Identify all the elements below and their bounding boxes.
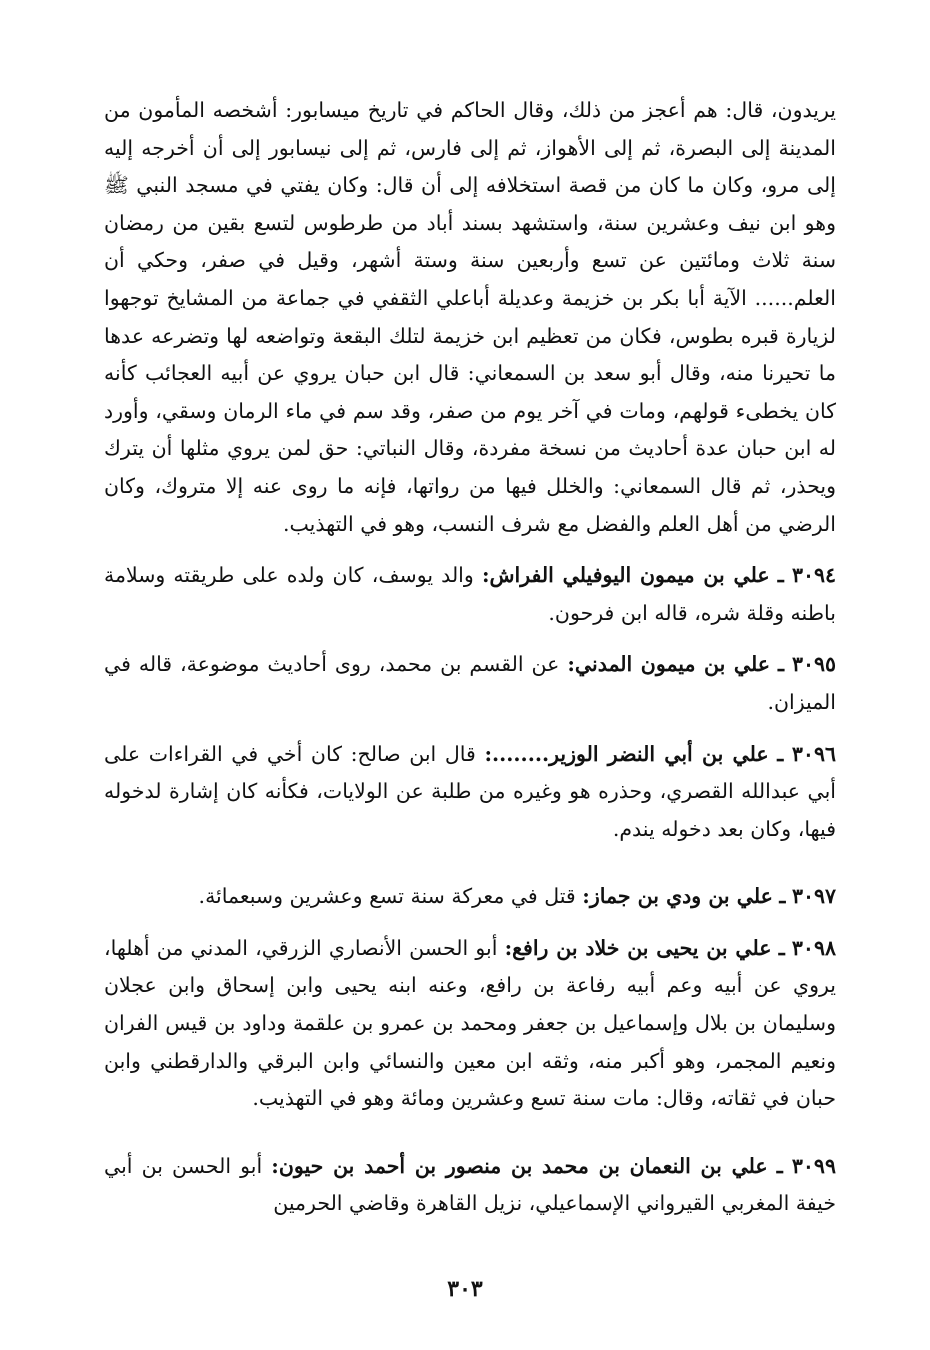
entry-number: ٣٠٩٨ (791, 935, 836, 960)
entry-text: والد يوسف، كان ولده على طريقته وسلامة باطنه وقلة شره، قاله ابن فرحون. (104, 563, 836, 625)
entry-name: علي بن يحيى بن خلاد بن رافع: (504, 935, 772, 960)
entry-number: ٣٠٩٤ (791, 563, 836, 588)
entry-number: ٣٠٩٧ (791, 884, 836, 909)
entry-text: أبو الحسن الأنصاري الزرقي، المدني من أهلها، يروي عن أبيه وعم أبيه رفاعة بن رافع، وعنه ابنه يحيى وابن إسحاق وابن عجلان وسليمان بن بلال وإسماعيل بن جعفر ومحمد بن عمرو بن علقمة وداود بن قيس الفران ونعيم المجمر، وهو أكبر منه، وثقه ابن معين والنسائي وابن البرقي والدارقطني وابن حبان في ثقاته، وقال: مات سنة تسع وعشرين ومائة وهو في التهذيب. (104, 935, 836, 1111)
entry-3097 (104, 878, 836, 916)
entry-text: عن القسم بن محمد، روى أحاديث موضوعة، قاله في الميزان. (104, 652, 836, 714)
intro-paragraph: يريدون، قال: هم أعجز من ذلك، وقال الحاكم في تاريخ ميسابور: أشخصه المأمون من المدينة إلى البصرة، ثم إلى الأهواز، ثم إلى فارس، ثم إلى نيسابور إلى أن أخرجه إليه إلى مرو، وكان ما كان من قصة استخلافه إلى أن قال: وكان يفتي في مسجد النبي ﷺ وهو ابن نيف وعشرين سنة، واستشهد بسند أباد من طرطوس لتسع بقين من رمضان سنة ثلاث ومائتين عن تسع وأربعين سنة وستة أشهر، وقيل في صفر، وحكي أن العلم...... الآية أبا بكر بن خزيمة وعديلة أباعلي الثقفي في جماعة من المشايخ توجهوا لزيارة قبره بطوس، فكان من تعظيم ابن خزيمة لتلك البقعة وتواضعه لها وتضرعه عدها ما تحيرنا منه، وقال أبو سعد بن السمعاني: قال ابن حبان يروي عن أبيه العجائب كأنه كان يخطىء قولهم، ومات في آخر يوم من صفر، وقد سم في ماء الرمان وسقي، وأورد له ابن حبان عدة أحاديث من نسخة مفردة، وقال النباتي: حق لمن يروي مثلها أن يترك ويحذر، ثم قال السمعاني: والخلل فيها من رواتها، فإنه ما روى عنه إلا متروك، وكان الرضي من أهل العلم والفضل مع شرف النسب، وهو في التهذيب. (104, 98, 836, 536)
entry-dash: ـ (779, 884, 786, 909)
entry-3095 (104, 646, 836, 721)
entry-number: ٣٠٩٦ (791, 741, 836, 766)
entry-number: ٣٠٩٩ (791, 1153, 836, 1178)
entry-text: قال ابن صالح: كان أخي في القراءات على أبي عبدالله القصري، وحذره هو وغيره من طلبة عن الولايات، فكأنه كان إشارة لدخوله فيها، وكان بعد دخوله يندم. (104, 741, 836, 841)
page-number: ٣٠٣ (447, 1276, 483, 1302)
page-body (104, 92, 836, 1223)
entry-dash: ـ (777, 741, 784, 766)
entry-name: علي بن النعمان بن محمد بن منصور بن أحمد بن حيون: (271, 1153, 768, 1178)
entry-text: أبو الحسن بن أبي خيفة المغربي القيرواني الإسماعيلي، نزيل القاهرة وقاضي الحرمين (104, 1153, 836, 1216)
entry-name: علي بن ودي بن جماز: (582, 884, 773, 909)
entry-name: علي بن ميمون المدني: (567, 652, 771, 677)
entry-text: قتل في معركة سنة تسع وعشرين وسبعمائة. (198, 884, 576, 909)
entry-3099 (104, 1148, 836, 1223)
entry-3094 (104, 557, 836, 632)
entry-3096 (104, 736, 836, 849)
entry-dash: ـ (776, 1153, 783, 1178)
entry-dash: ـ (777, 563, 784, 588)
entry-name: علي بن ميمون اليوفيلي الفراش: (481, 563, 770, 588)
entry-dash: ـ (778, 935, 785, 960)
entry-name: علي بن أبي النضر الوزير........: (484, 741, 769, 766)
entry-3098 (104, 930, 836, 1118)
entry-dash: ـ (777, 652, 784, 677)
entry-number: ٣٠٩٥ (791, 652, 836, 677)
